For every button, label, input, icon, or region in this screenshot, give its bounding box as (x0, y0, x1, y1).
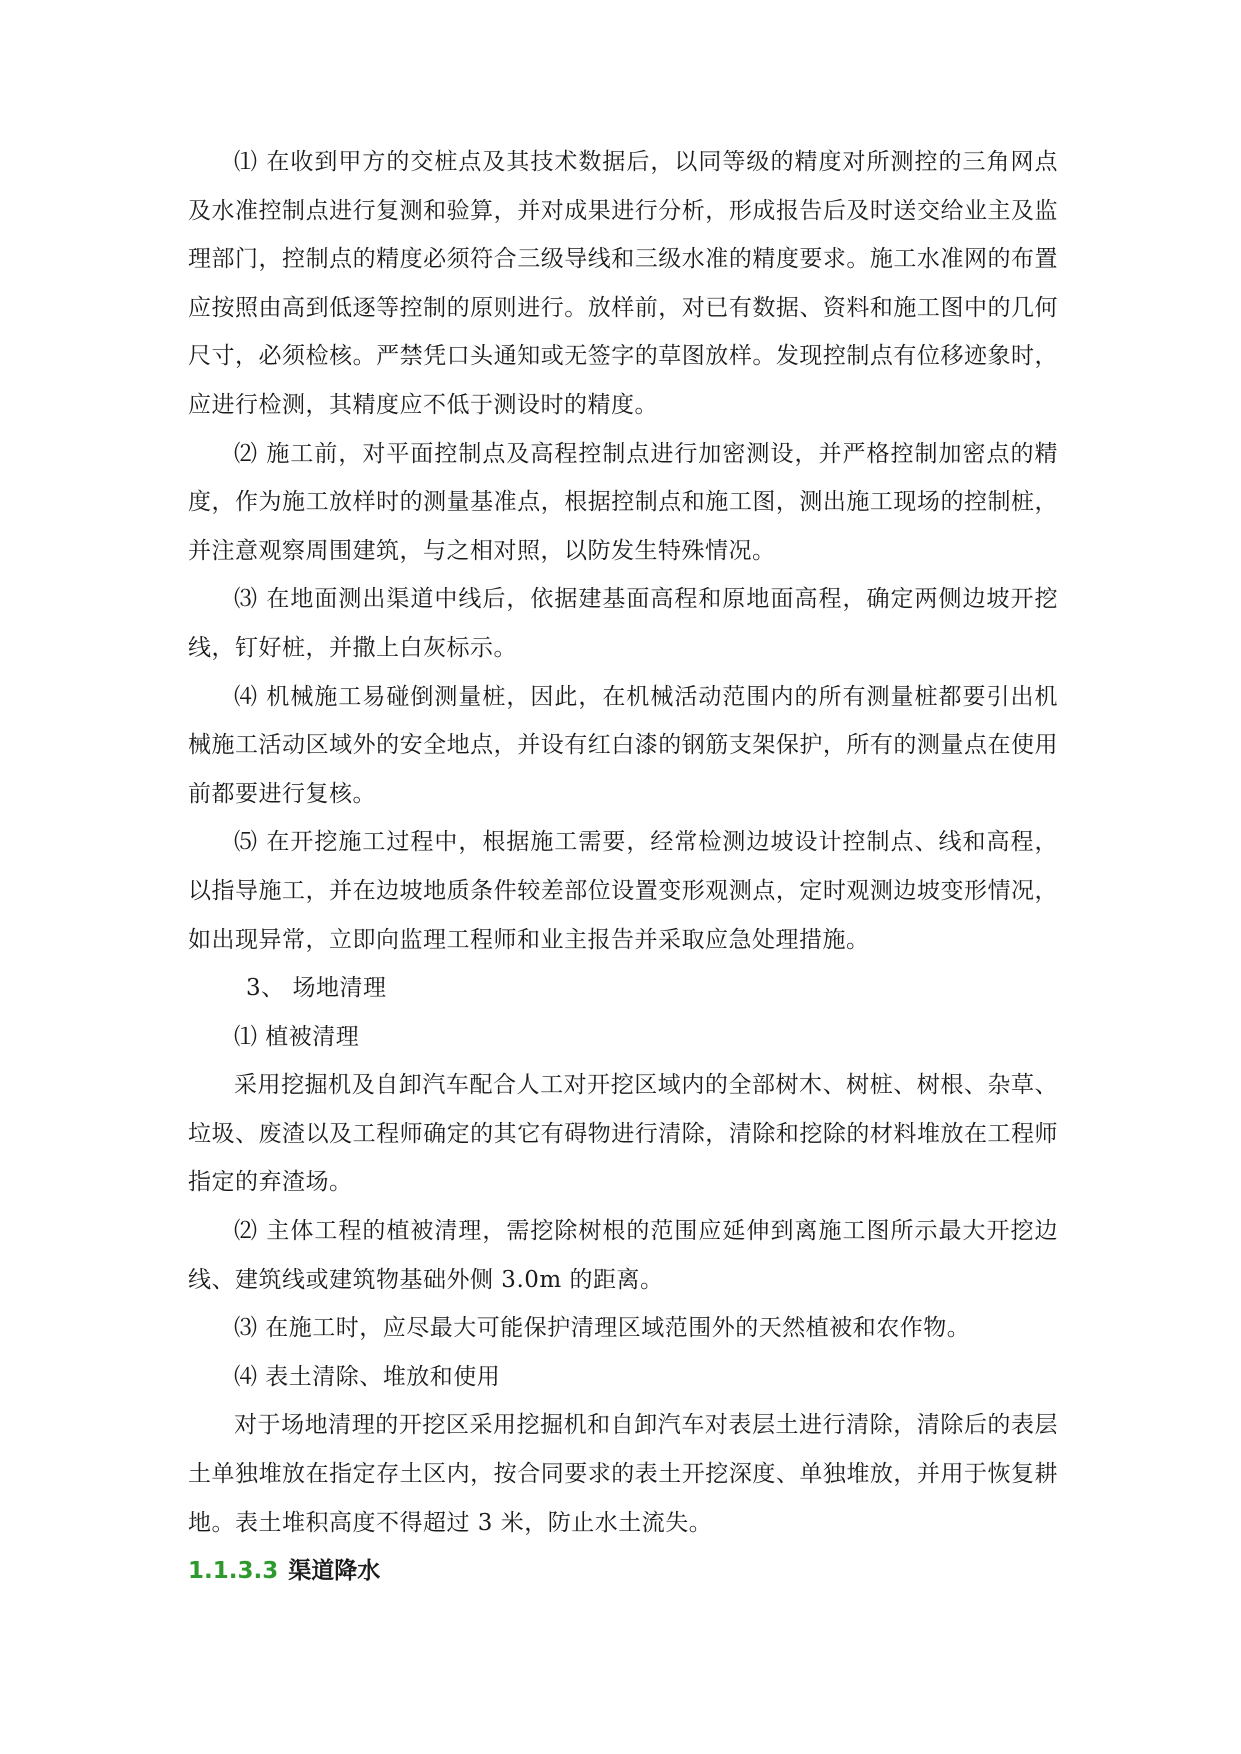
paragraph-centerline-staking: ⑶ 在地面测出渠道中线后，依据建基面高程和原地面高程，确定两侧边坡开挖线，钉好桩，并撒上白灰标示。 (188, 586, 1058, 661)
paragraph-stake-protection: ⑷ 机械施工易碰倒测量桩，因此，在机械活动范围内的所有测量桩都要引出机械施工活动区域外的安全地点，并设有红白漆的钢筋支架保护，所有的测量点在使用前都要进行复核。 (188, 683, 1058, 807)
paragraph-control-point-survey: ⑴ 在收到甲方的交桩点及其技术数据后，以同等级的精度对所测控的三角网点及水准控制点进行复测和验算，并对成果进行分析，形成报告后及时送交给业主及监理部门，控制点的精度必须符合三级导线和三级水准的精度要求。施工水准网的布置应按照由高到低逐等控制的原则进行。放样前，对已有数据、资料和施工图中的几何尺寸，必须检核。严禁凭口头通知或无签字的草图放样。发现控制点有位移迹象时，应进行检测，其精度应不低于测设时的精度。 (188, 149, 1058, 418)
paragraph-topsoil-handling: 对于场地清理的开挖区采用挖掘机和自卸汽车对表层土进行清除，清除后的表层土单独堆放在指定存土区内，按合同要求的表土开挖深度、单独堆放，并用于恢复耕地。表土堆积高度不得超过 3 米，防止水土流失。 (188, 1412, 1058, 1536)
paragraph-root-removal: ⑵ 主体工程的植被清理，需挖除树根的范围应延伸到离施工图所示最大开挖边线、建筑线或建筑物基础外侧 3.0m 的距离。 (188, 1218, 1058, 1293)
paragraph-slope-monitoring: ⑸ 在开挖施工过程中，根据施工需要，经常检测边坡设计控制点、线和高程，以指导施工，并在边坡地质条件较差部位设置变形观测点，定时观测边坡变形情况，如出现异常，立即向监理工程师和业主报告并采取应急处理措施。 (188, 829, 1058, 953)
paragraph-vegetation-clearing: 采用挖掘机及自卸汽车配合人工对开挖区域内的全部树木、树桩、树根、杂草、垃圾、废渣以及工程师确定的其它有碍物进行清除，清除和挖除的材料堆放在工程师指定的弃渣场。 (188, 1072, 1058, 1196)
paragraph-densification-survey: ⑵ 施工前，对平面控制点及高程控制点进行加密测设，并严格控制加密点的精度，作为施工放样时的测量基准点，根据控制点和施工图，测出施工现场的控制桩，并注意观察周围建筑，与之相对照，以防发生特殊情况。 (188, 440, 1058, 564)
section-number: 1.1.3.3 (188, 1558, 279, 1585)
section-title: 渠道降水 (288, 1558, 381, 1585)
paragraph-vegetation-protection: ⑶ 在施工时，应尽最大可能保护清理区域范围外的天然植被和农作物。 (234, 1315, 971, 1342)
item-topsoil-title: ⑷ 表土清除、堆放和使用 (234, 1363, 501, 1390)
document-page (188, 138, 1058, 1596)
section-heading (188, 1547, 1058, 1596)
subheading-site-clearing: 3、 场地清理 (246, 975, 387, 1002)
item-vegetation-clearing-title: ⑴ 植被清理 (234, 1023, 360, 1050)
